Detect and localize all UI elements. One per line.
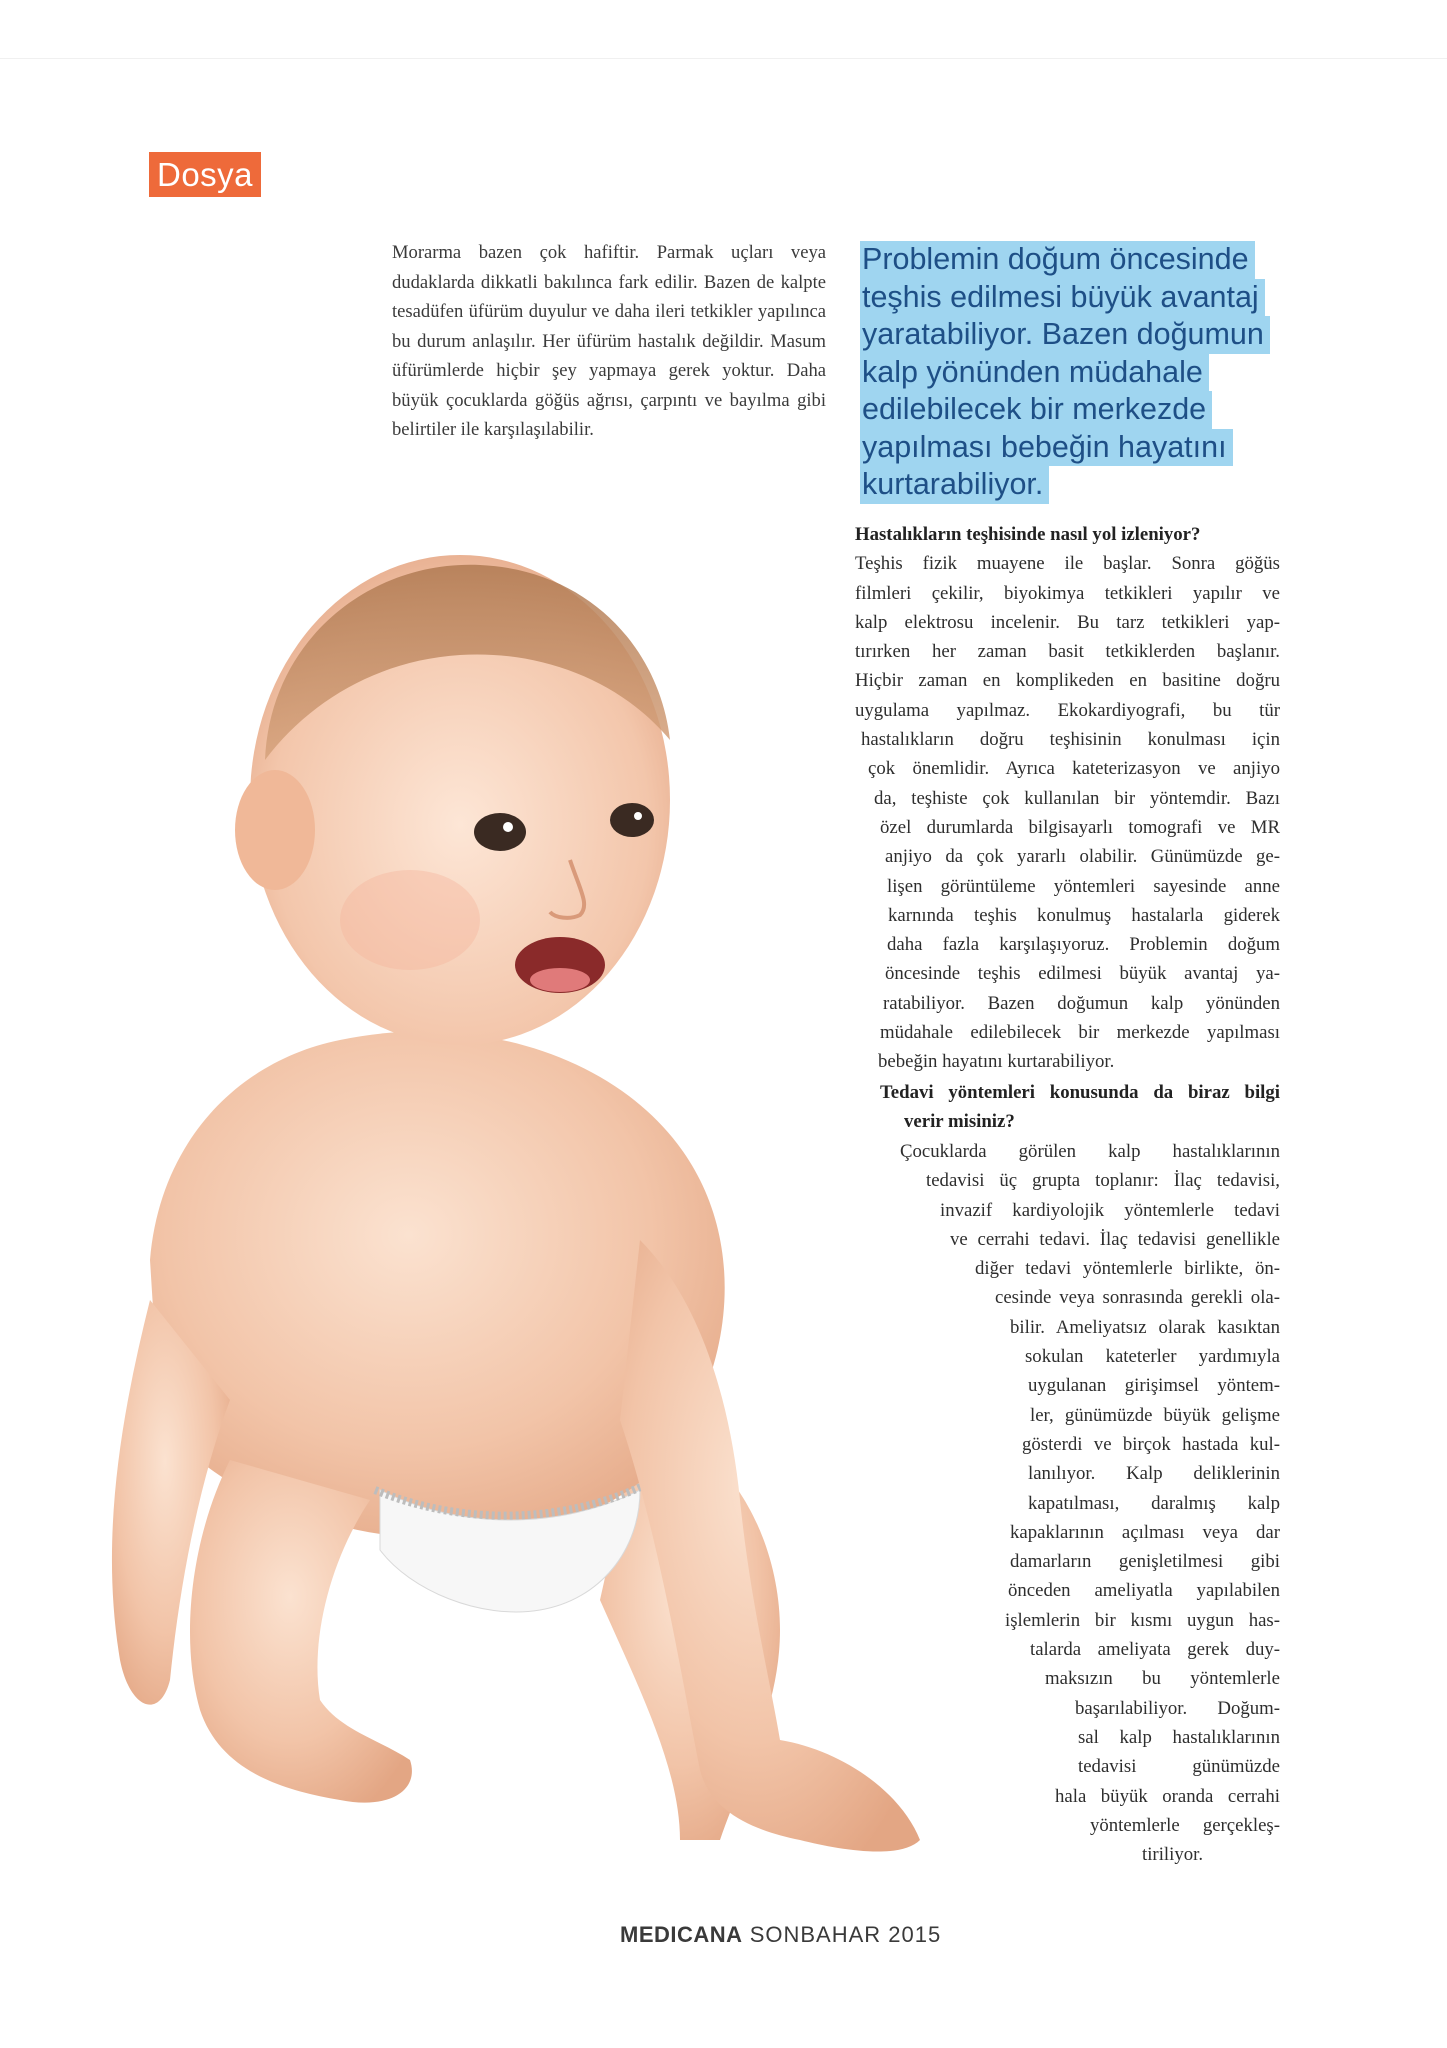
qa-block-2 bbox=[900, 1137, 1280, 1869]
answer-line: çok önemlidir. Ayrıca kateterizasyon ve anjiyo bbox=[868, 758, 1280, 780]
answer-line: tiriliyor. bbox=[1142, 1844, 1204, 1866]
answer-line: diğer tedavi yöntemlerle birlikte, ön- bbox=[975, 1258, 1280, 1280]
answer-line: tedavisi günümüzde bbox=[1078, 1756, 1280, 1778]
page-footer bbox=[620, 1922, 941, 1948]
answer-line: hastalıkların doğru teşhisinin konulması için bbox=[861, 729, 1280, 751]
section-tag: Dosya bbox=[149, 152, 261, 197]
answer-line: kalp elektrosu incelenir. Bu tarz tetkikleri yap- bbox=[855, 611, 1280, 633]
answer-line: Hiçbir zaman en komplikeden en basitine doğru bbox=[855, 670, 1280, 692]
answer-line: kapatılması, daralmış kalp bbox=[1028, 1492, 1280, 1514]
answer-line: hala büyük oranda cerrahi bbox=[1055, 1785, 1280, 1807]
answer-line: özel durumlarda bilgisayarlı tomografi ve MR bbox=[880, 816, 1280, 838]
answer-line: anjiyo da çok yararlı olabilir. Günümüzde ge- bbox=[885, 846, 1280, 868]
page-top-rule bbox=[0, 58, 1447, 59]
answer-line: sal kalp hastalıklarının bbox=[1078, 1726, 1280, 1748]
pull-quote-line: yaratabiliyor. Bazen doğumun bbox=[860, 316, 1270, 354]
pull-quote-line: kalp yönünden müdahale bbox=[860, 354, 1209, 392]
answer-line: önceden ameliyatla yapılabilen bbox=[1008, 1580, 1280, 1602]
pull-quote-line: kurtarabiliyor. bbox=[860, 466, 1049, 504]
answer-line: öncesinde teşhis edilmesi büyük avantaj ya- bbox=[885, 963, 1280, 985]
question-heading: verir misiniz? bbox=[904, 1111, 1015, 1133]
answer-line: invazif kardiyolojik yöntemlerle tedavi bbox=[940, 1199, 1280, 1221]
answer-line: damarların genişletilmesi gibi bbox=[1010, 1551, 1280, 1573]
answer-line: uygulanan girişimsel yöntem- bbox=[1028, 1375, 1280, 1397]
pull-quote-line: edilebilecek bir merkezde bbox=[860, 391, 1212, 429]
answer-line: bebeğin hayatını kurtarabiliyor. bbox=[878, 1051, 1115, 1073]
answer-line: karnında teşhis konulmuş hastalarla giderek bbox=[888, 904, 1280, 926]
pull-quote-line: yapılması bebeğin hayatını bbox=[860, 429, 1233, 467]
answer-line: talarda ameliyata gerek duy- bbox=[1030, 1639, 1280, 1661]
qa-block-1 bbox=[855, 520, 1280, 1077]
answer-line: başarılabiliyor. Doğum- bbox=[1075, 1697, 1280, 1719]
answer-line: lişen görüntüleme yöntemleri sayesinde anne bbox=[887, 875, 1280, 897]
answer-line: kapaklarının açılması veya dar bbox=[1010, 1521, 1280, 1543]
answer-line: cesinde veya sonrasında gerekli ola- bbox=[995, 1287, 1280, 1309]
question-heading: Hastalıkların teşhisinde nasıl yol izleniyor? bbox=[855, 524, 1201, 545]
question-heading: Tedavi yöntemleri konusunda da biraz bilgi bbox=[880, 1082, 1280, 1103]
answer-line: ler, günümüzde büyük gelişme bbox=[1030, 1404, 1280, 1426]
pull-quote-line: teşhis edilmesi büyük avantaj bbox=[860, 279, 1265, 317]
answer-line: ve cerrahi tedavi. İlaç tedavisi genellikle bbox=[950, 1228, 1280, 1250]
pull-quote-line: Problemin doğum öncesinde bbox=[860, 241, 1255, 279]
answer-line: Çocuklarda görülen kalp hastalıklarının bbox=[900, 1141, 1280, 1162]
answer-line: tırırken her zaman basit tetkiklerden başlanır. bbox=[855, 641, 1280, 663]
answer-line: bilir. Ameliyatsız olarak kasıktan bbox=[1010, 1316, 1280, 1338]
answer-line: lanılıyor. Kalp deliklerinin bbox=[1028, 1463, 1280, 1485]
answer-line: daha fazla karşılaşıyoruz. Problemin doğum bbox=[887, 934, 1280, 956]
answer-line: gösterdi ve birçok hastada kul- bbox=[1022, 1433, 1280, 1455]
answer-line: müdahale edilebilecek bir merkezde yapılması bbox=[880, 1022, 1280, 1044]
answer-line: yöntemlerle gerçekleş- bbox=[1090, 1814, 1280, 1836]
answer-line: da, teşhiste çok kullanılan bir yöntemdir. Bazı bbox=[874, 787, 1280, 809]
intro-paragraph: Morarma bazen çok hafiftir. Parmak uçları veya dudaklarda dikkatli bakılınca fark edilir. Bazen de kalpte tesadüfen üfürüm duyulur ve daha ileri tetkikler yapılınca bu durum anlaşılır. Her üfürüm hastalık değildir. Masum üfürümlerde hiçbir şey yapmaya gerek yoktur. Daha büyük çocuklarda göğüs ağrısı, çarpıntı ve bayılma gibi belirtiler ile karşılaşılabilir. bbox=[392, 242, 826, 440]
footer-issue: SONBAHAR 2015 bbox=[749, 1922, 942, 1947]
answer-line: sokulan kateterler yardımıyla bbox=[1025, 1346, 1280, 1368]
answer-line: Teşhis fizik muayene ile başlar. Sonra göğüs bbox=[855, 553, 1280, 575]
answer-line: tedavisi üç grupta toplanır: İlaç tedavisi, bbox=[926, 1170, 1280, 1192]
answer-line: filmleri çekilir, biyokimya tetkikleri yapılır ve bbox=[855, 582, 1280, 604]
answer-line: işlemlerin bir kısmı uygun has- bbox=[1005, 1609, 1280, 1631]
question-2 bbox=[880, 1078, 1280, 1137]
answer-line: maksızın bu yöntemlerle bbox=[1045, 1668, 1280, 1690]
pull-quote bbox=[860, 241, 1300, 504]
footer-brand: MEDICANA bbox=[620, 1922, 743, 1947]
answer-line: uygulama yapılmaz. Ekokardiyografi, bu tür bbox=[855, 699, 1280, 721]
answer-line: ratabiliyor. Bazen doğumun kalp yönünden bbox=[883, 992, 1280, 1014]
